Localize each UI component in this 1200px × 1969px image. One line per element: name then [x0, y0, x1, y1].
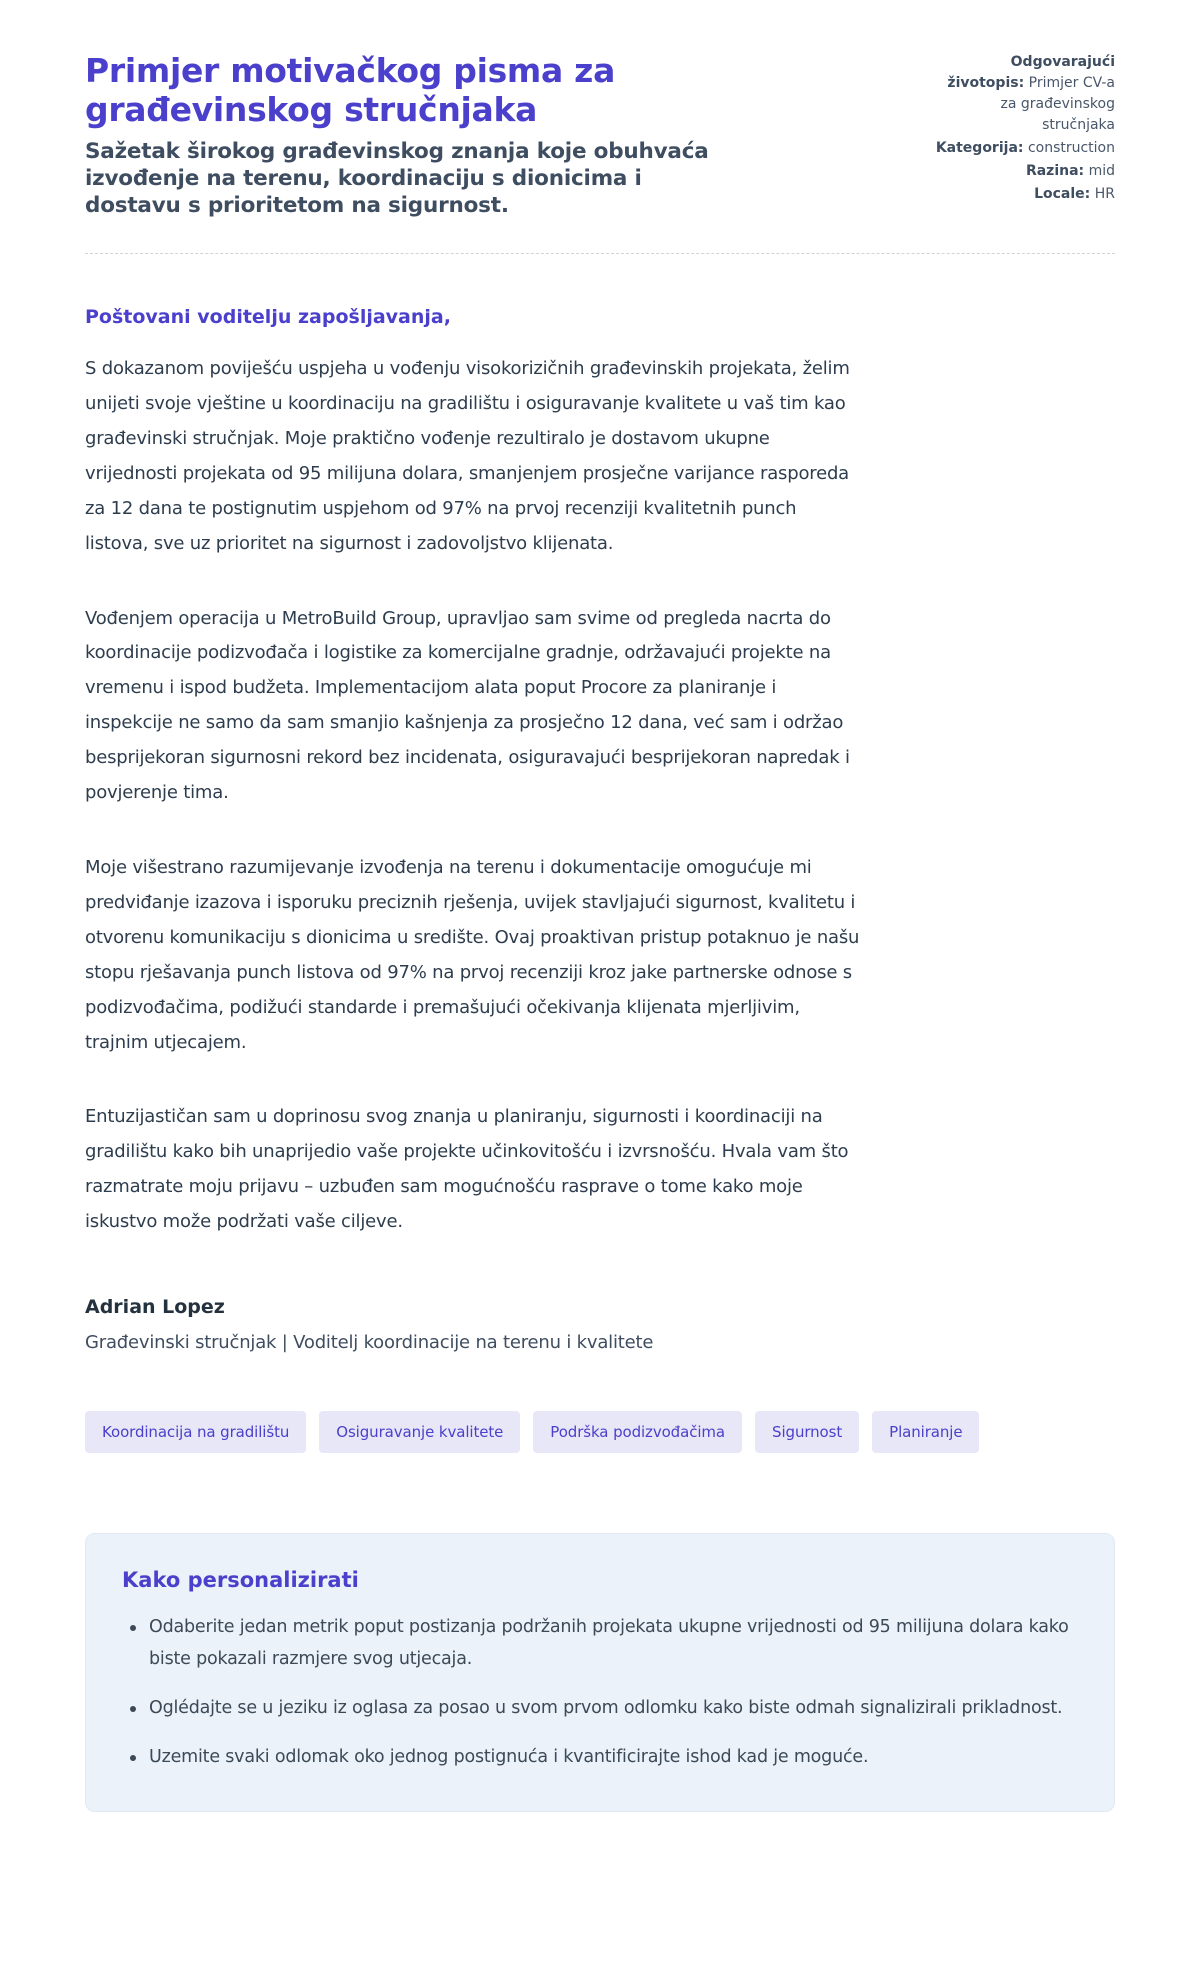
meta-row: [930, 184, 1115, 205]
page-subtitle: Sažetak širokog građevinskog znanja koje obuhvaća izvođenje na terenu, koordinaciju s dionicima i dostavu s prioritetom na sigurnost.: [85, 138, 709, 219]
letter-paragraph: Entuzijastičan sam u doprinosu svog znanja u planiranju, sigurnosti i koordinaciji na gradilištu kako bih unaprijedio vaše projekte učinkovitošću i izvrsnošću. Hvala vam što razmatrate moju prijavu – uzbuđen sam mogućnošću rasprave o tome kako moje iskustvo može podržati vaše ciljeve.: [85, 1106, 849, 1233]
meta-value: HR: [1094, 186, 1115, 202]
tag-chip: Planiranje: [872, 1411, 979, 1453]
tag-list: [85, 1411, 1115, 1453]
meta-value: Primjer CV-a za građevinskog stručnjaka: [1000, 75, 1115, 133]
tips-item: Odaberite jedan metrik poput postizanja podržanih projekata ukupne vrijednosti od 95 milijuna dolara kako biste pokazali razmjere svog utjecaja.: [122, 1612, 1078, 1676]
meta-label: Locale:: [1034, 186, 1091, 202]
tips-box: [85, 1533, 1115, 1812]
meta-label: Kategorija:: [935, 140, 1024, 156]
meta-panel: [930, 52, 1115, 207]
header-left: [85, 52, 710, 219]
letter-greeting: Poštovani voditelju zapošljavanja,: [85, 306, 451, 329]
tag-chip: Podrška podizvođačima: [533, 1411, 742, 1453]
signature: [85, 1296, 1115, 1353]
tips-list: [122, 1612, 1078, 1773]
meta-value: construction: [1027, 140, 1115, 156]
meta-row: [930, 138, 1115, 159]
tag-chip: Sigurnost: [755, 1411, 859, 1453]
divider: [85, 253, 1115, 254]
letter-paragraph: Moje višestrano razumijevanje izvođenja na terenu i dokumentacije omogućuje mi predviđanje izazova i isporuku preciznih rješenja, uvijek stavljajući sigurnost, kvalitetu i otvorenu komunikaciju s dionicima u središte. Ovaj proaktivan pristup potaknuo je našu stopu rješavanja punch listova od 97% na prvoj recenziji kroz jake partnerske odnose s podizvođačima, podižući standarde i premašujući očekivanja klijenata mjerljivim, trajnim utjecajem.: [85, 856, 860, 1053]
page-title: Primjer motivačkog pisma za građevinskog stručnjaka: [85, 51, 616, 129]
letter-paragraph: Vođenjem operacija u MetroBuild Group, upravljao sam svime od pregleda nacrta do koordinacije podizvođača i logistike za komercijalne gradnje, održavajući projekte na vremenu i ispod budžeta. Implementacijom alata poput Procore za planiranje i inspekcije ne samo da sam smanjio kašnjenja za prosječno 12 dana, već sam i održao besprijekoran sigurnosni rekord bez incidenata, osiguravajući besprijekoran napredak i povjerenje tima.: [85, 607, 850, 804]
signature-name: Adrian Lopez: [85, 1296, 225, 1319]
tips-item: Oglédajte se u jeziku iz oglasa za posao u svom prvom odlomku kako biste odmah signalizirali prikladnost.: [122, 1693, 1078, 1725]
letter-body: [85, 306, 1115, 1353]
meta-value: mid: [1088, 163, 1115, 179]
meta-row: [930, 52, 1115, 136]
meta-label: Odgovarajući životopis:: [947, 54, 1115, 91]
meta-row: [930, 161, 1115, 182]
tips-item: Uzemite svaki odlomak oko jednog postignuća i kvantificirajte ishod kad je moguće.: [122, 1742, 1078, 1774]
letter-paragraph: S dokazanom poviješću uspjeha u vođenju visokorizičnih građevinskih projekata, želim unijeti svoje vještine u koordinaciju na gradilištu i osiguravanje kvalitete u vaš tim kao građevinski stručnjak. Moje praktično vođenje rezultiralo je dostavom ukupne vrijednosti projekata od 95 milijuna dolara, smanjenjem prosječne varijance rasporeda za 12 dana te postignutim uspjehom od 97% na prvoj recenziji kvalitetnih punch listova, sve uz prioritet na sigurnost i zadovoljstvo klijenata.: [85, 358, 850, 554]
tag-chip: Koordinacija na gradilištu: [85, 1411, 306, 1453]
header: [85, 52, 1115, 219]
meta-label: Razina:: [1025, 163, 1085, 179]
signature-role: Građevinski stručnjak | Voditelj koordinacije na terenu i kvalitete: [85, 1332, 654, 1354]
tips-title: Kako personalizirati: [122, 1568, 359, 1593]
tag-chip: Osiguravanje kvalitete: [319, 1411, 520, 1453]
content-container: [85, 0, 1115, 1872]
